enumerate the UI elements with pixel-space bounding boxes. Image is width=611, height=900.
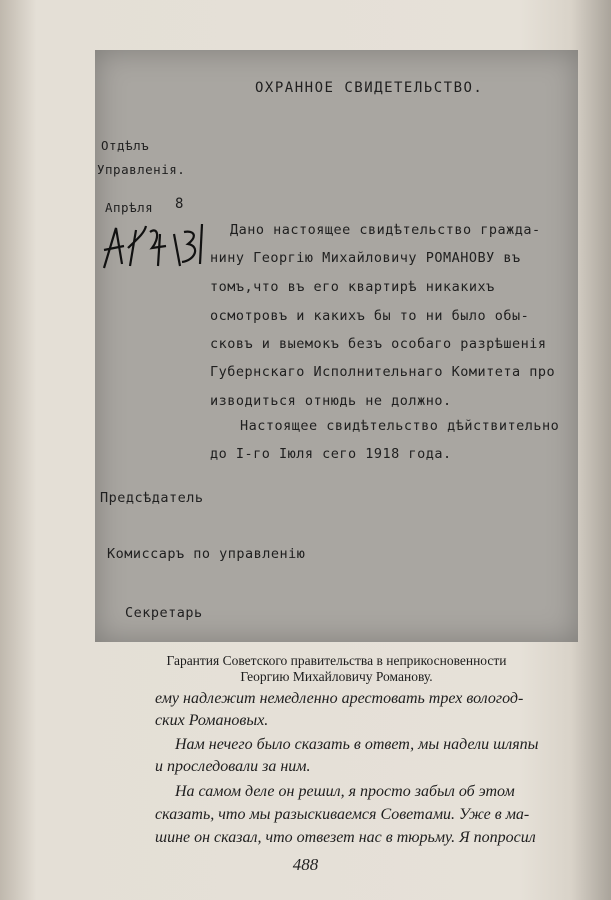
body-line: сковъ и выемокъ безъ особаго разрѣшенія — [210, 336, 547, 352]
date-day: 8 — [175, 196, 184, 212]
body-line: Губернскаго Исполнительнаго Комитета про — [210, 364, 556, 380]
signatory-secretary: Секретарь — [125, 605, 203, 621]
document-title: ОХРАННОЕ СВИДЕТЕЛЬСТВО. — [255, 80, 484, 96]
date-month: Апрѣля — [105, 200, 154, 215]
handwritten-registration-number — [100, 220, 210, 276]
body-line: нину Георгію Михайловичу РОМАНОВУ въ — [210, 250, 521, 266]
body-line: осмотровъ и какихъ бы то ни было обы- — [210, 308, 530, 324]
text-line: сказать, что мы разыскиваемся Советами. Уже в ма- — [155, 806, 530, 823]
caption-line-1: Гарантия Советского правительства в неприкосновенности — [166, 653, 507, 668]
text-line: шине он сказал, что отвезет нас в тюрьму. Я попросил — [155, 829, 536, 846]
photo-caption — [95, 653, 578, 685]
department-line-2: Управленія. — [97, 162, 186, 177]
text-line: и проследовали за ним. — [155, 758, 311, 775]
text-line: ских Романовых. — [155, 712, 269, 729]
body-line: изводиться отнюдь не должно. — [210, 393, 452, 409]
text-line: ему надлежит немедленно арестовать трех вологод- — [155, 690, 524, 707]
text-line: На самом деле он решил, я просто забыл об этом — [175, 783, 515, 800]
body-line: томъ,что въ его квартирѣ никакихъ — [210, 279, 495, 295]
text-line: Нам нечего было сказать в ответ, мы надели шляпы — [175, 736, 539, 753]
body-line: Настоящее свидѣтельство дѣйствительно — [240, 418, 560, 434]
body-line: до I-го Іюля сего 1918 года. — [210, 446, 452, 462]
caption-line-2: Георгию Михайловичу Романову. — [240, 669, 433, 684]
signatory-chairman: Предсѣдатель — [100, 490, 204, 506]
body-line: Дано настоящее свидѣтельство гражда- — [230, 222, 541, 238]
signatory-commissar: Комиссаръ по управленію — [107, 546, 306, 562]
document-photo — [95, 50, 578, 642]
page-number: 488 — [292, 855, 319, 874]
department-line-1: Отдѣлъ — [101, 138, 150, 153]
